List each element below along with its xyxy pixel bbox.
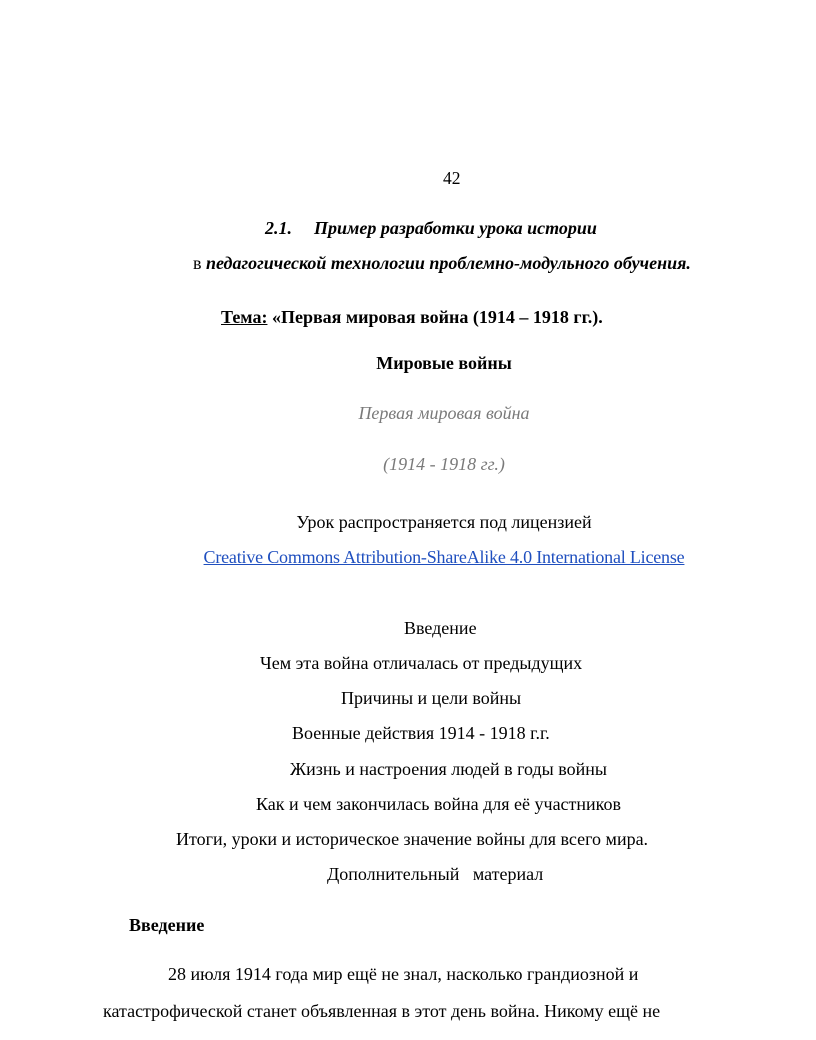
section-title: Пример разработки урока истории — [314, 218, 597, 238]
section-subheading-text: педагогической технологии проблемно-модульного обучения. — [206, 253, 691, 273]
toc-item[interactable]: Введение — [404, 618, 477, 638]
paragraph-line: 28 июля 1914 года мир ещё не знал, насколько грандиозной и — [168, 964, 639, 984]
section-heading — [265, 217, 597, 239]
intro-heading: Введение — [129, 915, 205, 935]
toc-item[interactable]: Итоги, уроки и историческое значение войны для всего мира. — [176, 829, 649, 849]
license-line — [36, 546, 816, 568]
license-link[interactable]: Creative Commons Attribution-ShareAlike 4.0 International License — [203, 547, 685, 567]
toc-item[interactable]: Военные действия 1914 - 1918 г.г. — [292, 723, 550, 743]
wars-heading: Мировые войны — [376, 353, 512, 373]
toc-item[interactable]: Чем эта война отличалась от предыдущих — [260, 653, 583, 673]
toc-item[interactable]: Как и чем закончилась война для её участников — [256, 794, 622, 814]
section-subheading-prefix: в — [193, 253, 206, 273]
license-text: Урок распространяется под лицензией — [296, 512, 592, 532]
toc-item[interactable]: Жизнь и настроения людей в годы войны — [290, 759, 607, 779]
section-number: 2.1. — [265, 218, 292, 238]
toc-item[interactable]: Дополнительный материал — [327, 864, 544, 884]
toc-item[interactable]: Причины и цели войны — [341, 688, 522, 708]
paragraph-line: катастрофической станет объявленная в этот день война. Никому ещё не — [103, 1001, 661, 1021]
subtitle-war-years: (1914 - 1918 гг.) — [383, 454, 505, 474]
topic-text: «Первая мировая война (1914 – 1918 гг.). — [267, 307, 603, 327]
lesson-topic — [221, 306, 603, 328]
section-subheading — [193, 252, 691, 274]
page-number: 42 — [443, 168, 461, 188]
topic-label: Тема: — [221, 307, 268, 327]
subtitle-war-name: Первая мировая война — [358, 403, 530, 423]
